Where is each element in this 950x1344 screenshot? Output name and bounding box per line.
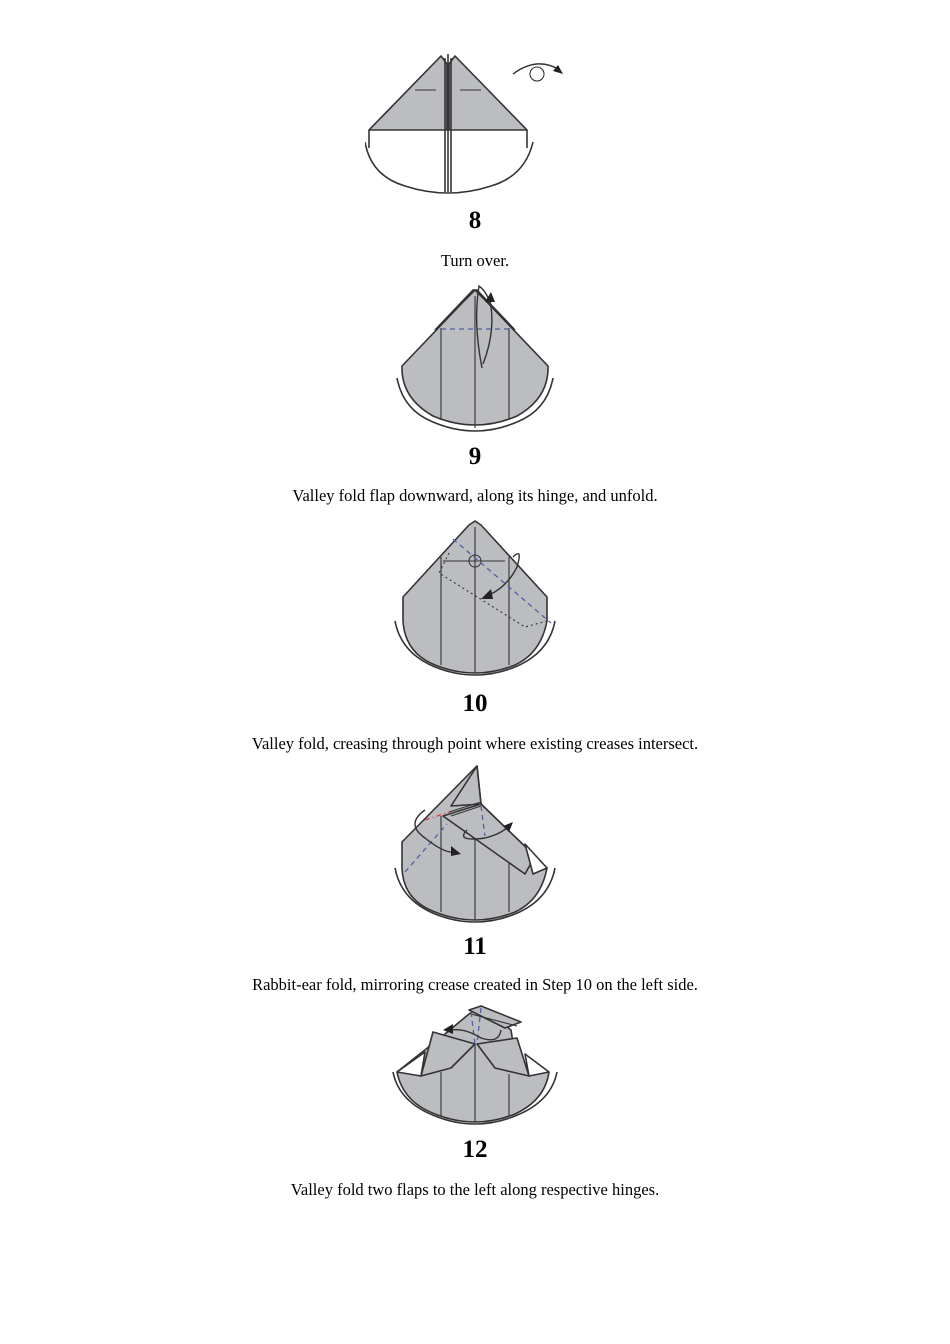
step-9-diagram (0, 282, 950, 432)
step-caption: Rabbit-ear fold, mirroring crease created in Step 10 on the left side. (252, 975, 698, 994)
step-number: 10 (462, 690, 488, 717)
step-number: 11 (463, 933, 487, 960)
step-number: 9 (468, 443, 482, 470)
step-caption: Valley fold two flaps to the left along respective hinges. (290, 1180, 660, 1199)
turn-over-icon (513, 64, 563, 81)
step-12-diagram (0, 1004, 950, 1128)
step-number: 8 (468, 207, 482, 234)
step-number: 12 (462, 1136, 488, 1163)
step-caption: Turn over. (440, 251, 510, 270)
step-11-diagram (0, 764, 950, 924)
step-caption: Valley fold, creasing through point where existing creases intersect. (251, 734, 699, 753)
step-caption: Valley fold flap downward, along its hinge, and unfold. (292, 486, 658, 505)
step-8-diagram (0, 50, 950, 198)
step-10-diagram (0, 517, 950, 677)
